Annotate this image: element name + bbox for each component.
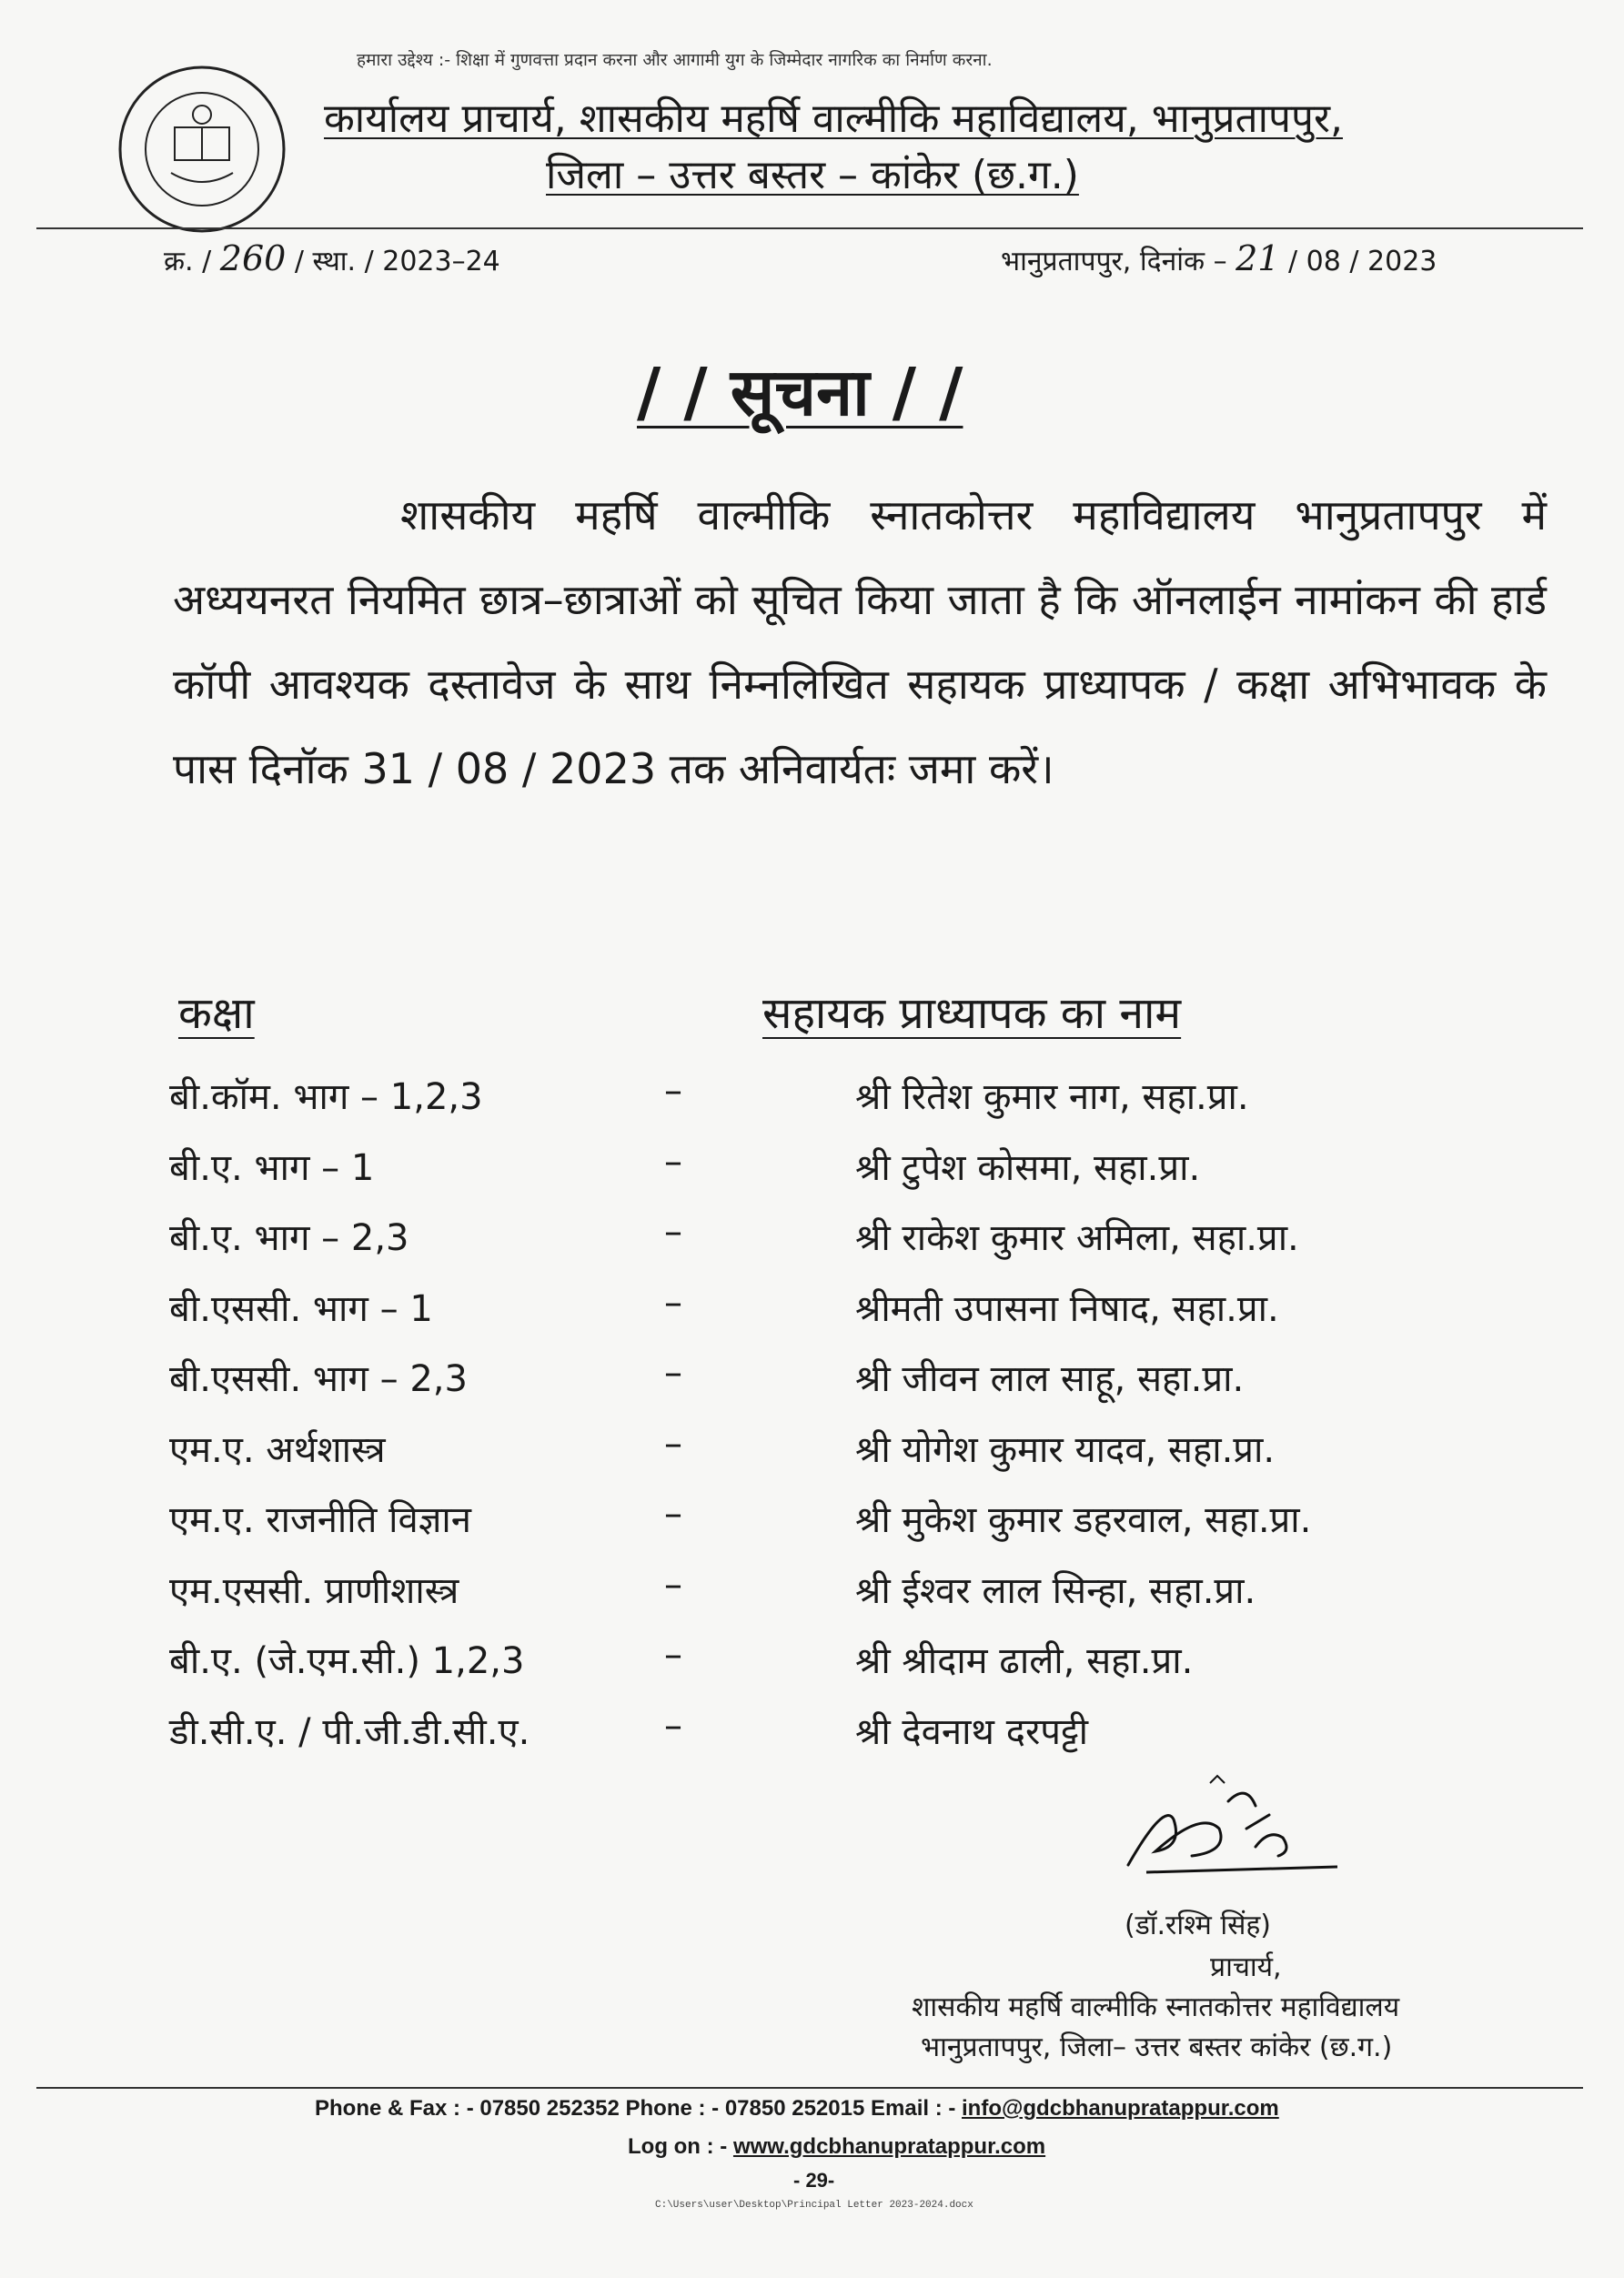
row-professor-name: श्री श्रीदाम ढाली, सहा.प्रा. (855, 1640, 1194, 1682)
table-row (0, 1211, 1624, 1282)
row-dash: – (664, 1563, 682, 1606)
row-class: बी.कॉम. भाग – 1,2,3 (169, 1076, 483, 1118)
row-dash: – (664, 1352, 682, 1394)
row-professor-name: श्री रितेश कुमार नाग, सहा.प्रा. (855, 1076, 1249, 1118)
footer-contact: Phone & Fax : - 07850 252352 Phone : - 07850 252015 Email : - info@gdcbhanupratappur.com (315, 2096, 1279, 2121)
table-row (0, 1423, 1624, 1494)
page-number: - 29- (793, 2169, 835, 2192)
table-row (0, 1705, 1624, 1776)
row-professor-name: श्री देवनाथ दरपट्टी (855, 1710, 1088, 1753)
signatory-name: (डॉ.रश्मि सिंह) (1125, 1910, 1272, 1941)
row-class: बी.एससी. भाग – 1 (169, 1287, 433, 1330)
college-motto: हमारा उद्देश्य :- शिक्षा में गुणवत्ता प्रदान करना और आगामी युग के जिम्मेदार नागरिक का निर्माण करना. (357, 50, 993, 70)
row-dash: – (664, 1281, 682, 1324)
column-header-professor: सहायक प्राध्यापक का नाम (762, 988, 1182, 1039)
column-header-class: कक्षा (178, 988, 255, 1039)
row-class: बी.ए. भाग – 1 (169, 1146, 375, 1189)
reference-handwritten-number: 260 (219, 238, 287, 278)
row-class: एम.एससी. प्राणीशास्त्र (169, 1569, 459, 1612)
row-class: एम.ए. अर्थशास्त्र (169, 1428, 386, 1471)
table-row (0, 1282, 1624, 1353)
footer-website-link[interactable]: www.gdcbhanupratappur.com (732, 2134, 1046, 2159)
row-class: बी.एससी. भाग – 2,3 (169, 1358, 468, 1400)
row-dash: – (664, 1704, 682, 1747)
row-class: डी.सी.ए. / पी.जी.डी.सी.ए. (169, 1710, 530, 1753)
table-row (0, 1564, 1624, 1635)
row-professor-name: श्री जीवन लाल साहू, सहा.प्रा. (855, 1358, 1245, 1400)
reference-number: क्र. / 260 / स्था. / 2023–24 (164, 238, 500, 278)
row-dash: – (664, 1211, 682, 1253)
footer-website: Log on : - www.gdcbhanupratappur.com (628, 2134, 1046, 2159)
signatory-title: प्राचार्य, (1210, 1951, 1282, 1983)
college-seal-logo (116, 64, 287, 235)
footer-email-link[interactable]: info@gdcbhanupratappur.com (962, 2096, 1279, 2121)
file-path: C:\Users\user\Desktop\Principal Letter 2023-2024.docx (655, 2200, 973, 2211)
row-professor-name: श्रीमती उपासना निषाद, सहा.प्रा. (855, 1287, 1279, 1330)
row-dash: – (664, 1493, 682, 1535)
issue-date: भानुप्रतापपुर, दिनांक – 21 / 08 / 2023 (1001, 238, 1437, 278)
table-row (0, 1493, 1624, 1564)
header-divider (36, 227, 1583, 229)
office-heading-line1: कार्यालय प्राचार्य, शासकीय महर्षि वाल्मीकि महाविद्यालय, भानुप्रतापपुर, (324, 96, 1343, 142)
signatory-address: भानुप्रतापपुर, जिला– उत्तर बस्तर कांकेर (छ.ग.) (921, 2031, 1393, 2063)
notice-body: शासकीय महर्षि वाल्मीकि स्नातकोत्तर महाविद्यालय भानुप्रतापपुर में अध्ययनरत नियमित छात्र–छात्राओं को सूचित किया जाता है कि ऑनलाईन नामांकन की हार्ड कॉपी आवश्यक दस्तावेज के साथ निम्नलिखित सहायक प्राध्यापक / कक्षा अभिभावक के पास दिनॉक 31 / 08 / 2023 तक अनिवार्यतः जमा करें। (173, 490, 1547, 793)
date-handwritten-day: 21 (1236, 238, 1280, 278)
row-dash: – (664, 1140, 682, 1183)
row-class: एम.ए. राजनीति विज्ञान (169, 1499, 471, 1541)
row-professor-name: श्री योगेश कुमार यादव, सहा.प्रा. (855, 1428, 1276, 1471)
table-row (0, 1352, 1624, 1423)
footer-divider (36, 2087, 1583, 2089)
handwritten-signature (1110, 1765, 1347, 1883)
row-professor-name: श्री ईश्वर लाल सिन्हा, सहा.प्रा. (855, 1569, 1256, 1612)
signatory-institution: शासकीय महर्षि वाल्मीकि स्नातकोत्तर महाविद्यालय (912, 1991, 1400, 2023)
row-dash: – (664, 1634, 682, 1676)
row-professor-name: श्री मुकेश कुमार डहरवाल, सहा.प्रा. (855, 1499, 1312, 1541)
row-dash: – (664, 1422, 682, 1465)
office-heading-line2: जिला – उत्तर बस्तर – कांकेर (छ.ग.) (546, 152, 1079, 198)
table-row (0, 1070, 1624, 1141)
row-class: बी.ए. (जे.एम.सी.) 1,2,3 (169, 1640, 525, 1682)
row-class: बी.ए. भाग – 2,3 (169, 1217, 409, 1259)
table-row (0, 1141, 1624, 1212)
row-professor-name: श्री राकेश कुमार अमिला, सहा.प्रा. (855, 1217, 1299, 1259)
table-row (0, 1634, 1624, 1705)
row-dash: – (664, 1070, 682, 1112)
notice-title: / / सूचना / / (637, 354, 963, 430)
row-professor-name: श्री टुपेश कोसमा, सहा.प्रा. (855, 1146, 1201, 1189)
